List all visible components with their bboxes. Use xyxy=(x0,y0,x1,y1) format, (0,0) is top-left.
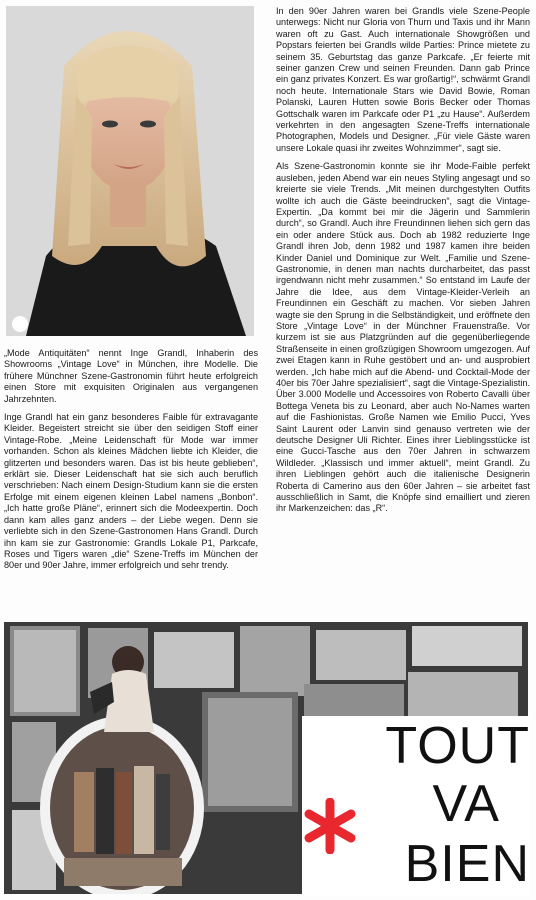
paragraph: Als Szene-Gastronomin konnte sie ihr Mode-Faible perfekt ausleben, jeden Abend war ein neues Styling angesagt und so kreierte sie viele Trends. „Mit meinen durchgestylten Outfits wollte ich auch die Gäste beeindrucken“, sagt die Vintage-Expertin. „Da kommt bei mir die Jägerin und Sammlerin durch“, so Grandl. Auch ihre Freundinnen liehen sich gern das ein oder andere Stück aus. Doch ab 1982 reduzierte Inge Grandl ihren Job, denn 1982 und 1987 kamen ihre beiden Kinder Daniel und Dominique zur Welt. „Familie und Szene-Gastronomie, in denen man nachts durcharbeitet, das passt irgendwann nicht mehr zusammen.“ So entstand im Laufe der Jahre die Idee, aus dem Vintage-Kleider-Verleih an Freundinnen ein Geschäft zu machen. Vor sieben Jahren wagte sie den Sprung in die Selbständigkeit, und eröffnete den Store „Vintage Love“ in der Münchner Frauenstraße. Vor kurzem ist sie aus Platzgründen auf die gegenüberliegende Straßenseite in einen großzügigen Showroom umgezogen. Auf zwei Etagen kann in Ruhe gestöbert und an- und ausprobiert werden. „Ich habe mich auf die Abend- und Cocktail-Mode der 40er bis 70er Jahre spezialisiert“, sagt die Vintage-Spezialistin. Über 3.000 Modelle und Accessoires von Roberto Cavalli über Bottega Veneta bis zu Leonard, aber auch No-Names warten auf die Fashionistas. Große Namen wie Emilio Pucci, Yves Saint Laurent oder Lanvin sind genauso vertreten wie der deutsche Designer Uli Richter. Eines ihrer Lieblingsstücke ist eine Gucci-Tasche aus den 70er Jahren in schwarzem Wildleder. „Klassisch und immer aktuell“, meint Grandl. Zu ihren Lieblingen gehört auch die italienische Designerin Roberta di Camerino aus den 60er Jahren – sie arbeitet fast ausschließlich in Samt, die Knöpfe sind emailliert und zieren ihr Markenzeichen: das „R“. xyxy=(276,161,530,514)
paragraph: „Mode Antiquitäten“ nennt Inge Grandl, Inhaberin des Showrooms „Vintage Love“ in München, ihre Modelle. Die frühere Münchner Szene-Gastronomin führt heute erfolgreich einen Store mit exquisiten Originalen aus vergangenen Jahrzehnten. xyxy=(4,348,258,404)
paragraph: In den 90er Jahren waren bei Grandls viele Szene-People unterwegs: Nicht nur Gloria von Thurn und Taxis und ihr Mann waren oft zu Gast. Auch internationale Showgrößen und Popstars feierten bei Grandls wilde Parties: Prince mietete zu seinem 35. Geburtstag das ganze Parkcafe. „Er feierte mit seiner ganzen Crew und seinen Freunden. Dann gab Prince ein ganz privates Konzert. Es war großartig!“, schwärmt Grandl noch heute. Internationale Stars wie David Bowie, Roman Polanski, Lauren Hutten sowie Boris Becker oder Thomas Gottschalk waren im Parkcafe oder P1 „zu Hause“. Außerdem verkehrten in den angesagten Szene-Treffs internationale Photographen, Models und Designer. „Für viele Gäste waren unsere Lokale quasi ihr zweites Wohnzimmer“, sagt sie. xyxy=(276,6,530,153)
portrait-photo xyxy=(6,6,254,336)
tout-va-bien-logo xyxy=(302,716,530,896)
logo-line-tout: TOUT xyxy=(385,717,530,775)
logo-line-va: VA xyxy=(432,775,500,833)
right-text-column xyxy=(276,6,530,522)
paragraph: Inge Grandl hat ein ganz besonderes Faible für extravagante Kleider. Begeistert streicht sie über den seidigen Stoff einer Vintage-Robe. „Meine Leidenschaft für Mode war immer vorhanden. Schon als kleines Mädchen liebte ich Kleider, die glitzerten und besonders waren. Das ist bis heute geblieben“, erklärt sie. Dieser Leidenschaft hat sie sich auch beruflich verschrieben: Nach einem Design-Studium kann sie die ersten Erfolge mit einem eigenen kleinen Label namens „Bonbon“. „Ich hatte große Pläne“, erinnert sich die Modeexpertin. Doch dann kam alles ganz anders – der Liebe wegen. Denn sie verliebte sich in den Szene-Gastronomen Hans Grandl. Durch ihn kam sie zur Gastronomie: Grandls Lokale P1, Parkcafe, Roses und Tigers waren „die“ Szene-Treffs im München der 80er und 90er Jahre, immer erfolgreich und sehr trendy. xyxy=(4,412,258,571)
portrait-illustration xyxy=(6,6,254,336)
asterisk-icon xyxy=(302,798,358,854)
logo-line-bien: BIEN xyxy=(404,835,530,893)
left-text-column xyxy=(4,348,258,579)
